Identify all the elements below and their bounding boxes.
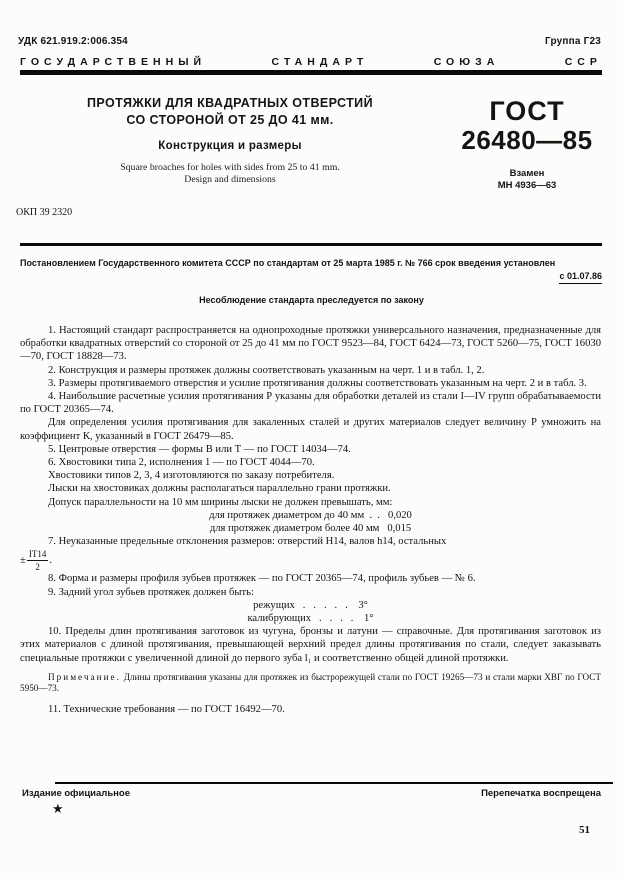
- title-en-line: Design and dimensions: [184, 174, 276, 185]
- paragraph-3: 3. Размеры протягиваемого отверстия и усилие протягивания должны соответствовать указанным на черт. 2 и в табл. 3.: [48, 377, 587, 389]
- angle-line-2: калибрующих . . . . 1°: [247, 613, 374, 625]
- paragraph-6: 6. Хвостовики типа 2, исполнения 1 — по ГОСТ 4044—70.: [48, 457, 315, 469]
- footer-labels-row: [22, 788, 601, 799]
- title-column: [0, 95, 460, 218]
- replaces-value: МН 4936—63: [497, 180, 557, 191]
- paragraph-7: 7. Неуказанные предельные отклонения размеров: отверстий Н14, валов h14, остальных: [48, 536, 447, 548]
- page-footer: [0, 782, 623, 836]
- document-title-ru: [0, 95, 460, 129]
- page-number: 51: [579, 824, 590, 836]
- document-body: [20, 324, 601, 716]
- banner-word: СТАНДАРТ: [271, 56, 369, 68]
- banner-word: СОЮЗА: [433, 56, 500, 68]
- official-edition-label: Издание официальное: [22, 788, 130, 799]
- law-notice: Несоблюдение стандарта преследуется по закону: [199, 295, 424, 305]
- okp-code: ОКП 39 2320: [16, 207, 73, 218]
- effective-date-row: [20, 271, 602, 284]
- banner-word: ССР: [564, 56, 602, 68]
- fraction-period: .: [49, 555, 52, 567]
- paragraph-6a: Хвостовики типов 2, 3, 4 изготовляются по заказу потребителя.: [48, 470, 335, 482]
- replaces-note: [452, 168, 602, 192]
- paragraph-10: 10. Пределы длин протягивания заготовок из чугуна, бронзы и латуни — справочные. Для протягивания заготовок из этих материалов с длиной протягивания, превышающей верхний предел длины протягивания по стали, следует заказывать специальные протяжки с увеличенной длиной до первого зуба l₁ и соответственно общей длиной протяжки.: [20, 626, 601, 664]
- title-en-line: Square broaches for holes with sides from 25 to 41 mm.: [120, 162, 340, 173]
- note-text: Длины протягивания указаны для протяжек из быстрорежущей стали по ГОСТ 19265—73 и стали марки ХВГ по ГОСТ 5950—73.: [20, 671, 602, 693]
- star-icon: ★: [52, 801, 64, 816]
- tolerance-line-1: для протяжек диаметром до 40 мм . . 0,020: [209, 509, 412, 521]
- paragraph-6c: Допуск параллельности на 10 мм ширины лыски не должен превышать, мм:: [48, 496, 393, 508]
- banner-word: ГОСУДАРСТВЕННЫЙ: [20, 56, 207, 68]
- angle-line-1: режущих . . . . . 3°: [253, 599, 368, 611]
- paragraph-11: 11. Технические требования — по ГОСТ 16492—70.: [48, 703, 285, 715]
- document-subtitle: Конструкция и размеры: [158, 140, 302, 152]
- udk-code: УДК 621.919.2:006.354: [18, 36, 128, 47]
- fraction-denominator: 2: [35, 562, 40, 573]
- title-line: ПРОТЯЖКИ ДЛЯ КВАДРАТНЫХ ОТВЕРСТИЙ: [87, 96, 373, 110]
- gost-designation-block: [452, 97, 602, 192]
- title-line: СО СТОРОНОЙ ОТ 25 ДО 41 мм.: [126, 113, 334, 127]
- fraction-numerator: IT14: [28, 549, 47, 560]
- paragraph-4a: Для определения усилия протягивания для закаленных сталей и других материалов следует величину Р умножить на коэффициент К, указанный в ГОСТ 26479—85.: [20, 417, 601, 442]
- tolerance-fraction: [20, 549, 601, 572]
- footer-rule: [55, 782, 613, 784]
- document-title-en: [0, 162, 460, 186]
- tolerance-line-2: для протяжек диаметром более 40 мм 0,015: [209, 523, 412, 535]
- group-code: Группа Г23: [544, 36, 601, 47]
- paragraph-8: 8. Форма и размеры профиля зубьев протяжек — по ГОСТ 20365—74, профиль зубьев — № 6.: [48, 573, 476, 585]
- header-rule: [20, 70, 602, 75]
- fraction: [27, 549, 49, 572]
- paragraph-2: 2. Конструкция и размеры протяжек должны соответствовать указанным на черт. 1 и в табл. 1, 2.: [48, 364, 485, 376]
- note-paragraph: [20, 672, 601, 694]
- paragraph-1: 1. Настоящий стандарт распространяется на однопроходные протяжки универсального назначения, предназначенные для обработки квадратных отверстий со стороной от 25 до 41 мм по ГОСТ 9523—84, ГОСТ 6424—73, ГОСТ 5260—75, ГОСТ 16030—70, ГОСТ 18828—73.: [20, 325, 601, 363]
- replaces-label: Взамен: [509, 168, 545, 179]
- effective-date: с 01.07.86: [559, 271, 602, 284]
- state-standard-banner: [20, 56, 602, 68]
- header-classification-row: [18, 36, 601, 47]
- gost-number: 26480—85: [461, 125, 593, 155]
- title-block: [0, 95, 623, 235]
- gost-label: ГОСТ: [489, 96, 565, 126]
- decree-text: Постановлением Государственного комитета СССР по стандартам от 25 марта 1985 г. № 766 срок введения установлен: [20, 258, 556, 268]
- paragraph-4: 4. Наибольшие расчетные усилия протягивания Р указаны для обработки деталей из стали I—IV групп обрабатываемости по ГОСТ 20365—74.: [20, 391, 601, 416]
- paragraph-9: 9. Задний угол зубьев протяжек должен быть:: [48, 586, 254, 598]
- paragraph-5: 5. Центровые отверстия — формы В или Т — по ГОСТ 14034—74.: [48, 443, 351, 455]
- reprint-prohibited-label: Перепечатка воспрещена: [481, 788, 601, 799]
- paragraph-6b: Лыски на хвостовиках должны располагаться параллельно грани протяжки.: [48, 483, 391, 495]
- note-label: Примечание.: [48, 671, 121, 682]
- plus-minus-sign: ±: [20, 555, 26, 567]
- section-rule: [20, 243, 602, 246]
